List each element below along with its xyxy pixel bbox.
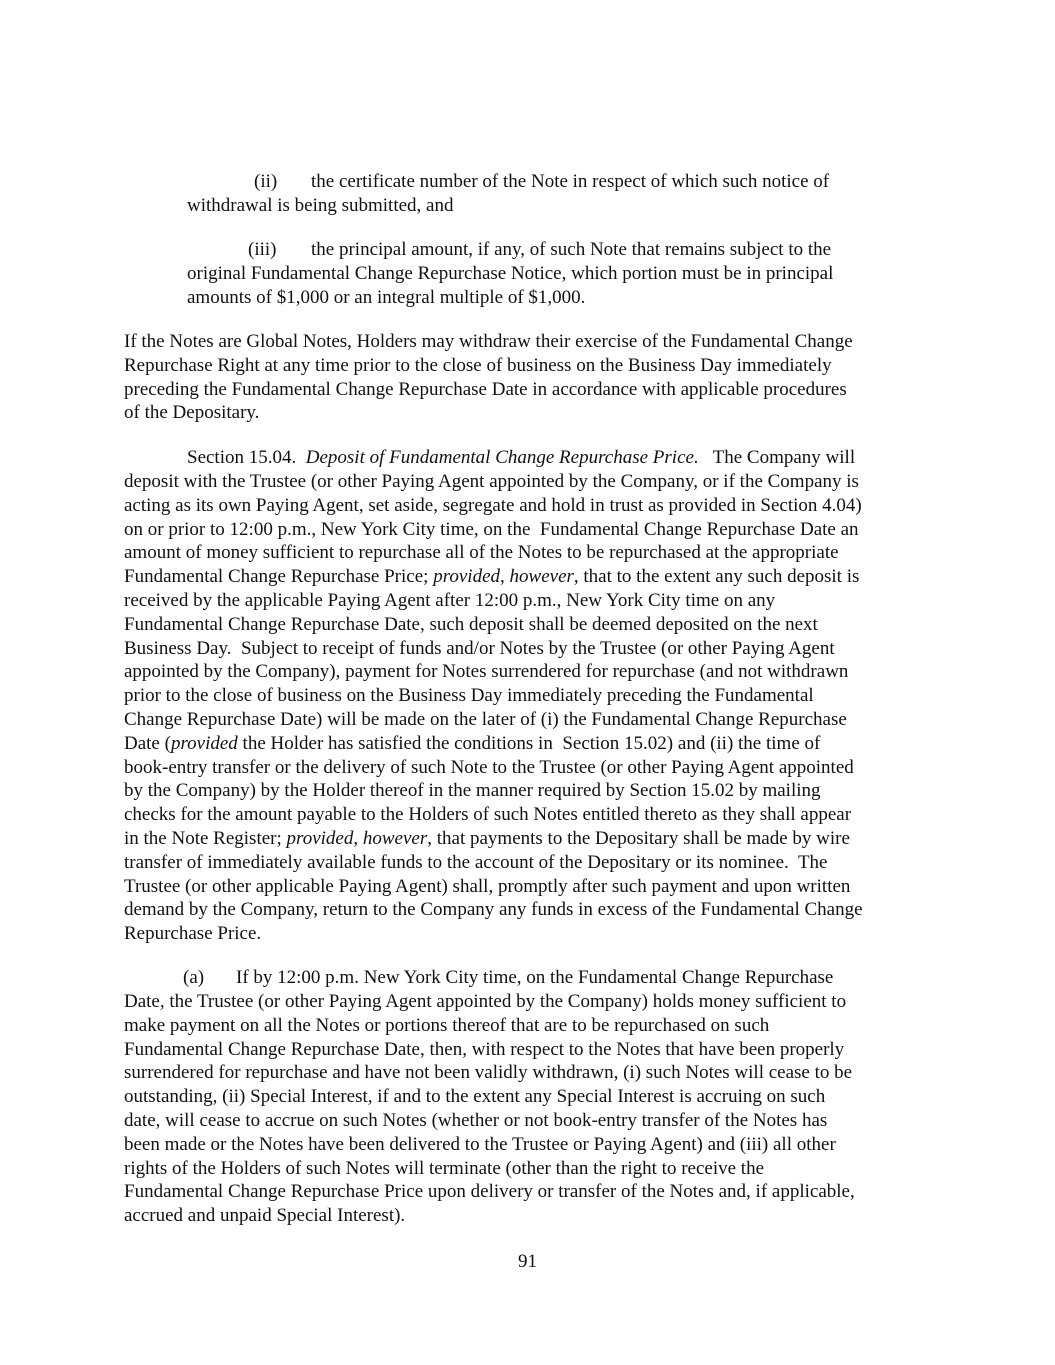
paragraph-line: If by 12:00 p.m. New York City time, on the Fundamental Change Repurchase (236, 967, 834, 988)
clause-iii-line: amounts of $1,000 or an integral multiple of $1,000. (187, 286, 586, 308)
paragraph-line: received by the applicable Paying Agent after 12:00 p.m., New York City time on any (124, 589, 776, 611)
paragraph-line: acting as its own Paying Agent, set aside, segregate and hold in trust as provided in Section 4.04) (124, 494, 862, 516)
clause-iii-text-cont (187, 262, 833, 310)
section-15-04-body (124, 470, 863, 946)
paragraph-line: surrendered for repurchase and have not been validly withdrawn, (i) such Notes will cease to be (124, 1062, 853, 1084)
paragraph-line: Date, the Trustee (or other Paying Agent appointed by the Company) holds money sufficient to (124, 991, 847, 1012)
clause-ii-line: withdrawal is being submitted, and (187, 195, 454, 216)
paragraph-line: Business Day. Subject to receipt of funds and/or Notes by the Trustee (or other Paying Agent (124, 637, 835, 659)
clause-a-label: (a) (183, 967, 205, 988)
clause-ii-label: (ii) (254, 171, 278, 192)
paragraph-line: been made or the Notes have been delivered to the Trustee or Paying Agent) and (iii) all other (124, 1133, 836, 1155)
section-15-04-heading-line (187, 446, 855, 470)
paragraph-line: If the Notes are Global Notes, Holders may withdraw their exercise of the Fundamental Change (124, 331, 853, 352)
clause-iii-text (311, 238, 831, 262)
paragraph-line: accrued and unpaid Special Interest). (124, 1205, 406, 1227)
paragraph-line: deposit with the Trustee (or other Paying Agent appointed by the Company, or if the Company is (124, 471, 859, 492)
paragraph-line: rights of the Holders of such Notes will terminate (other than the right to receive the (124, 1157, 765, 1179)
clause-a-body (124, 990, 855, 1228)
clause-iii-line: the principal amount, if any, of such Note that remains subject to the (311, 239, 832, 260)
paragraph-line: Change Repurchase Date) will be made on the later of (i) the Fundamental Change Repurchase (124, 708, 847, 730)
paragraph-text: The Company will (712, 447, 856, 468)
paragraph-line: preceding the Fundamental Change Repurchase Date in accordance with applicable procedures (124, 378, 847, 400)
paragraph-line: checks for the amount payable to the Holders of such Notes entitled thereto as they shall appear (124, 804, 852, 826)
clause-iii-line: original Fundamental Change Repurchase Notice, which portion must be in principal (187, 263, 834, 284)
paragraph-line: Repurchase Right at any time prior to the close of business on the Business Day immediately (124, 354, 832, 376)
paragraph-line: Fundamental Change Repurchase Date, then, with respect to the Notes that have been properly (124, 1038, 845, 1060)
paragraph-line: date, will cease to accrue on such Notes (whether or not book-entry transfer of the Notes has (124, 1109, 828, 1131)
paragraph-line: prior to the close of business on the Business Day immediately preceding the Fundamental (124, 685, 814, 707)
section-number: Section 15.04. (187, 447, 297, 468)
paragraph-line: Fundamental Change Repurchase Price; provided, however, that to the extent any such deposit is (124, 566, 860, 588)
paragraph-line: demand by the Company, return to the Company any funds in excess of the Fundamental Change (124, 899, 863, 921)
clause-ii-line: the certificate number of the Note in respect of which such notice of (311, 171, 830, 192)
paragraph-line: Repurchase Price. (124, 923, 262, 945)
paragraph-line: by the Company) by the Holder thereof in the manner required by Section 15.02 by mailing (124, 780, 821, 802)
clause-ii-marker (254, 170, 277, 194)
paragraph-line: Fundamental Change Repurchase Price upon delivery or transfer of the Notes and, if applicable, (124, 1181, 855, 1203)
paragraph-line: book-entry transfer or the delivery of such Note to the Trustee (or other Paying Agent appointed (124, 756, 854, 778)
paragraph-line: on or prior to 12:00 p.m., New York City time, on the Fundamental Change Repurchase Date an (124, 518, 859, 540)
global-notes-paragraph (124, 330, 853, 425)
clause-ii-text (311, 170, 829, 194)
clause-iii-marker (248, 238, 277, 262)
clause-ii (187, 170, 254, 194)
paragraph-line: appointed by the Company), payment for Notes surrendered for repurchase (and not withdrawn (124, 661, 849, 683)
section-heading: Deposit of Fundamental Change Repurchase Price. (305, 447, 699, 468)
paragraph-line: make payment on all the Notes or portions thereof that are to be repurchased on such (124, 1014, 770, 1036)
paragraph-line: Date (provided the Holder has satisfied the conditions in Section 15.02) and (ii) the time of (124, 732, 821, 754)
paragraph-line: amount of money sufficient to repurchase all of the Notes to be repurchased at the appropriate (124, 542, 839, 564)
paragraph-line: of the Depositary. (124, 402, 260, 424)
paragraph-line: Fundamental Change Repurchase Date, such deposit shall be deemed deposited on the next (124, 613, 818, 635)
clause-a-first-line (236, 966, 833, 990)
page-number: 91 (518, 1251, 537, 1272)
clause-a-marker (183, 966, 204, 990)
clause-ii-text-cont (187, 194, 453, 218)
paragraph-line: Trustee (or other applicable Paying Agent) shall, promptly after such payment and upon written (124, 875, 851, 897)
paragraph-line: outstanding, (ii) Special Interest, if and to the extent any Special Interest is accruing on such (124, 1086, 826, 1108)
clause-iii-label: (iii) (248, 239, 277, 260)
paragraph-line: transfer of immediately available funds to the account of the Depositary or its nominee. The (124, 851, 828, 873)
paragraph-line: in the Note Register; provided, however, that payments to the Depositary shall be made by wire (124, 827, 850, 849)
